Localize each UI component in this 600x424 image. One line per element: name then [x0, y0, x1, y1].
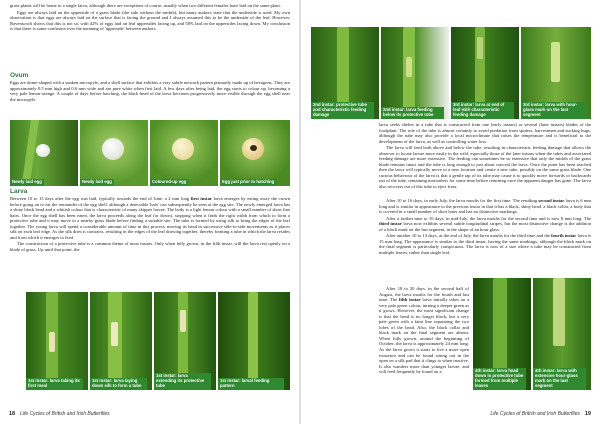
- larva: [180, 310, 186, 332]
- egg: [102, 138, 124, 160]
- fourth-instar-caption: 4th instar: larva head down in protective tube formed from multiple leaves: [473, 368, 526, 390]
- larva: [551, 42, 560, 82]
- right-text-upper: [379, 122, 591, 191]
- larva: [477, 37, 483, 59]
- instar-photo-3: [451, 27, 519, 119]
- larva-caption: 1st instar: larva taking its first meal: [26, 378, 83, 390]
- larva: [553, 278, 565, 346]
- intro-text: [10, 3, 290, 33]
- right-text-middle: [379, 198, 591, 256]
- larva-photo-1: [26, 292, 88, 390]
- right-paragraph-1: larva seeks shelter in a tube that is constructed from one (early instars) or several (later instars) blades of the foodplant. The role of the tube is almost certainly to avoid predation from spiders, harvestmen and sucking bugs, although the tube may also provide a local microclimate that raises the temperature and is beneficial to the development of the larva, as well as controlling water loss.: [379, 122, 591, 144]
- larva-photo-4: [218, 292, 290, 390]
- fourth-instar-photo-1: [473, 278, 531, 390]
- instar-caption: 3rd instar: larva with hour-glass mark on the last segment: [521, 102, 585, 119]
- fourth-instar-caption: 4th instar: larva with extensive hour-glass mark on the last segment: [533, 368, 586, 390]
- right-paragraph-3: [379, 198, 591, 215]
- right-text-lower: [379, 286, 469, 376]
- right-page: [301, 0, 600, 424]
- larva: [49, 332, 55, 352]
- text-bold: fifth instar: [398, 297, 421, 303]
- text-bold: fourth instar: [551, 233, 577, 239]
- larva: [406, 57, 412, 77]
- text-lead: After a further nine to 16 days, in mid-July, the larva moults for the second time and is now 8 mm long. The: [386, 215, 591, 221]
- text-bold: second instar: [538, 198, 565, 203]
- text-rest: larva initially takes on a very pale green colour, turning a deeper green as it grows. However, the most significant change is that the head is no longer black, but a very pale green with a faint line separating the two lobes of the head. Also, the black collar and black mark on the final segment are absent. When fully grown, around the beginning of October, the larva is approximately 24 mm long. As the larva grows it starts to live a more open existence and can be found sitting out in the open on a silk pad that it clings to when inactive. It also wanders more than younger larvae, and will feed frequently be found on a: [379, 297, 469, 375]
- larva-text: [10, 196, 290, 253]
- right-paragraph-4: [379, 216, 591, 233]
- book-title: Life Cycles of British and Irish Butterflies: [490, 411, 580, 417]
- ovum-paragraph: Eggs are dome-shaped with a sunken micropyle, and a shell surface that exhibits a very subtle network pattern primarily made up of hexagons. They are approximately 0.5 mm high and 0.6 mm wide and are pure white when first laid. A few days after being laid, the egg starts to colour up, becoming a very pale lemon-orange. A couple of days before hatching, the black head of the larva becomes progressively more visible through the egg shell near the micropyle.: [10, 80, 290, 102]
- egg-caption: Egg just prior to hatching: [222, 179, 275, 185]
- text-rest: larva is 6 mm long and is similar in appearance to the previous instar in that it has a black, shiny head, a black collar, a body that is covered in a small number of short hairs and has no distinctive markings.: [379, 198, 591, 215]
- book-title: Life Cycles of British and Irish Butterflies: [20, 411, 110, 417]
- right-paragraph-6: [379, 286, 469, 375]
- instar-photo-2: [381, 27, 449, 119]
- ovum-text: [10, 80, 290, 103]
- larva-photo-3: [154, 292, 216, 390]
- right-paragraph-2: The larva will feed both above and below the tube, resulting in characteristic feeding damage that allows the observer to locate larvae more easily in the wild, especially those of the later instars when the tubes and associated feeding damage are more extensive. The feeding can sometimes be so extensive that only the midrib of the grass blade remains intact and the tube is long enough to just about conceal the larva. Once the point has been reached then the larva will typically move to a new location and create a new tube, possibly on the same grass blade. One curious behaviour of the larva is that a gentle tap of its tube may cause it to quickly move forwards or backwards out of the tube, remaining motionless for some time before returning once the apparent danger has gone. The larva also recovers out of this tube to eject frass.: [379, 145, 591, 190]
- egg: [36, 144, 50, 157]
- text-rest: larva is 15 mm long. The appearance is similar to the third instar, having the same markings, although the black mark on the final segment is particularly conspicuous. The larva is now of a size where a tube may be constructed from multiple leaves, rather than single leaf.: [379, 233, 592, 255]
- larva: [111, 322, 118, 346]
- egg-caption: Newly laid egg: [12, 179, 42, 185]
- text-rest: larva now exhibits several subtle longitudinal stripes, but the most distinctive change is the addition of a black mark on the last segment, in the shape of an hour glass.: [379, 221, 592, 232]
- egg: [172, 138, 194, 160]
- instar-photo-4: [521, 27, 591, 119]
- text-lead: After 18 to 20 days, in the second half of August, the larva moults for the fourth and last time. The: [379, 286, 469, 303]
- egg-photo-1: [10, 120, 78, 186]
- grass-blade: [248, 292, 258, 390]
- larva-heading: Larva: [10, 188, 28, 195]
- right-paragraph-5: [379, 233, 591, 255]
- text-lead: After 10 to 16 days, in early July, the larva moults for the first time. The resulting: [386, 198, 539, 203]
- larva-paragraph-1: [10, 196, 290, 240]
- instar-caption: 2nd instar: larva feeding below its protective tube: [381, 107, 444, 119]
- egg-caption: Newly laid egg: [82, 179, 112, 185]
- egg-photo-2: [80, 120, 148, 186]
- larva-paragraph-2: The construction of a protective tube is a common theme of most instars. Only when fully grown, in the fifth instar, will the larva rest openly on a blade of grass. Up until that point, the: [10, 241, 290, 252]
- egg-caption: Coloured-up egg: [152, 179, 187, 185]
- larva-text-lead: Between 10 to 15 days after the egg was laid, typically towards the end of June, a 2 mm long: [10, 196, 191, 201]
- instar-caption: 2nd instar: protective tube and characteristic feeding damage: [311, 102, 374, 119]
- larva-text-bold: first instar: [190, 196, 212, 201]
- larva-caption: 1st instar: larva extending its protective tube: [154, 373, 211, 390]
- egg: [242, 138, 264, 160]
- text-bold: third instar: [379, 221, 402, 227]
- left-footer: [4, 411, 110, 417]
- ovum-heading: Ovum: [10, 72, 29, 79]
- instar-caption: 3rd instar: larva at end of leaf with characteristic feeding damage: [451, 102, 514, 119]
- page-number: 18: [9, 411, 16, 417]
- larva-photo-2: [90, 292, 152, 390]
- larva-text-rest: larva emerges by eating away the crown before going on to eat the remainder of the egg shell, although a detectable 'halo' can subsequently be seen at the egg site. The newly emerged larva has a shiny black head and a whitish colour that is characteristic of many skipper larvae. The body is a light lemon colour with a small number of short fine hairs. Once the egg shell has been eaten, the larva proceeds along the leaf (or down), stopping when it finds the right width from which to form a protective tube and it may move to a nearby grass blade before finding a suitable site. The tube is formed by using silk to bring the edges of the leaf together. The young larva will spend a considerable amount of time in this process, moving its head in successive side-to-side movements as it places silk on each leaf edge. As the silk dries it contracts, resulting in the edges of the leaf drawing together, thereby forming a tube in which the larva resides and from which it emerges to feed.: [10, 196, 291, 240]
- page-number: 19: [584, 411, 591, 417]
- intro-paragraph: Eggs are always laid on the upperside of a grass blade (the side without the midrib), but many authors state that the underside is used. My own observation is that eggs are always laid on the surface that is facing the ground and I always assumed this to be the underside of the leaf. However, Ravenscroft shows that this is not so, with 42% of eggs laid on leaf uppersides facing up, and 58% laid on the uppersides facing down. My conclusion is that there is some confusion over the meaning of 'upperside' between authors.: [10, 9, 290, 32]
- instar-photo-1: [311, 27, 379, 119]
- egg-photo-4: [220, 120, 290, 186]
- fourth-instar-photo-2: [533, 278, 591, 390]
- larva-caption: 1st instar: larval feeding pattern: [218, 378, 284, 390]
- larva-head: [250, 145, 257, 151]
- text-lead: After another 10 to 13 days, at the end of July, the larva moults for the third time and the: [386, 233, 552, 239]
- larva-caption: 1st instar: larva laying down silk to form a tube: [90, 378, 147, 390]
- intro-paragraph: grass plants will be home to a single larva, although there are exceptions of course, usually when two different females have laid on the same plant.: [10, 3, 281, 8]
- right-footer: [490, 411, 596, 417]
- egg-photo-3: [150, 120, 218, 186]
- left-page: [0, 0, 299, 424]
